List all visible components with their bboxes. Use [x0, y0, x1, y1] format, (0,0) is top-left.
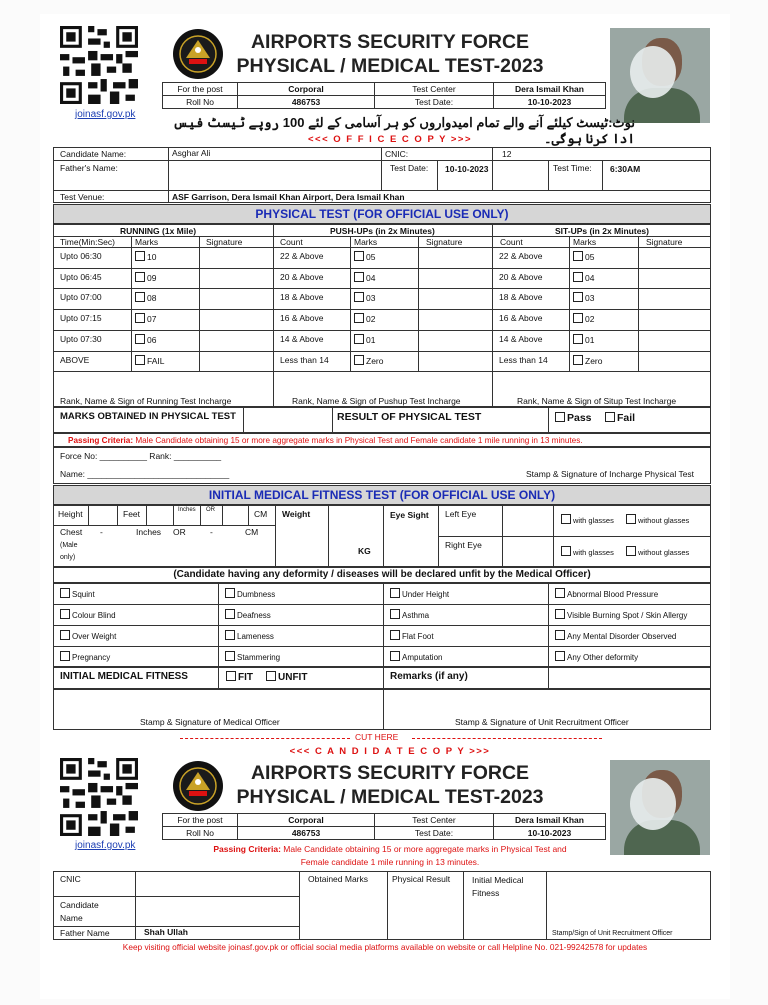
condition-checkbox[interactable] [60, 630, 116, 642]
result-label: RESULT OF PHYSICAL TEST [337, 411, 482, 423]
condition-checkbox[interactable] [60, 609, 116, 621]
candidate-criteria-line1: Male Candidate obtaining 15 or more aggregate marks in Physical Test and [283, 844, 567, 854]
running-mark-value: 06 [147, 335, 157, 345]
running-row-label: Upto 07:00 [60, 292, 102, 302]
situps-mark-value: Zero [585, 356, 603, 366]
condition-checkbox[interactable] [225, 630, 274, 642]
copy-obtained-marks: Obtained Marks [308, 874, 368, 884]
right-with-glasses-label: with glasses [573, 548, 614, 557]
situps-row-label: 18 & Above [499, 292, 543, 302]
pushups-mark-checkbox[interactable] [354, 272, 375, 284]
running-mark-checkbox[interactable] [135, 292, 156, 304]
condition-checkbox[interactable] [390, 609, 429, 621]
chest-dash-2: - [210, 527, 213, 537]
running-row-label: Upto 06:30 [60, 251, 102, 261]
urdu-fee-note: نوٹ:ٹیسٹ کیلئے آنے والے تمام امیدواروں کو ہر آسامی کے لئے 100 روپے ٹیسٹ فیس ادا کرنا ہوگی۔ [172, 115, 635, 146]
running-row-label: ABOVE [60, 355, 90, 365]
page-title-line2: PHYSICAL / MEDICAL TEST-2023 [236, 55, 544, 77]
situps-mark-value: 01 [585, 335, 595, 345]
situps-mark-value: 03 [585, 293, 595, 303]
condition-checkbox[interactable] [60, 651, 110, 663]
asf-logo-icon-2 [172, 760, 224, 812]
condition-label: Asthma [402, 611, 430, 620]
criteria-text: Male Candidate obtaining 15 or more aggregate marks in Physical Test and Female candidate 1 mile running in 13 minutes. [135, 436, 583, 445]
asf-logo-icon [172, 28, 224, 80]
situps-row-label: Less than 14 [499, 355, 548, 365]
condition-checkbox[interactable] [60, 588, 95, 600]
criteria-label: Passing Criteria: [68, 436, 134, 445]
center-label-2: Test Center [375, 814, 494, 827]
running-row-label: Upto 06:45 [60, 272, 102, 282]
right-without-glasses[interactable] [626, 546, 689, 558]
pushups-mark-checkbox[interactable] [354, 313, 375, 325]
website-link-2[interactable]: joinasf.gov.pk [75, 840, 136, 851]
stamp-physical: Stamp & Signature of Incharge Physical Test [526, 469, 695, 479]
col-marks-situps: Marks [573, 237, 597, 247]
col-signature-running: Signature [206, 237, 243, 247]
left-without-glasses-label: without glasses [638, 516, 690, 525]
condition-checkbox[interactable] [555, 630, 676, 642]
cm-label-chest: CM [245, 527, 259, 537]
pushups-mark-value: 04 [366, 273, 376, 283]
cnic-value: 12 [502, 149, 512, 159]
condition-label: Amputation [402, 653, 443, 662]
test-venue-label: Test Venue: [60, 192, 105, 202]
situps-mark-value: 05 [585, 252, 595, 262]
copy-initial-medical: Initial Medical Fitness [472, 875, 524, 898]
condition-label: Pregnancy [72, 653, 111, 662]
pushups-row-label: Less than 14 [280, 355, 329, 365]
test-date-value: 10-10-2023 [445, 164, 489, 174]
pushups-mark-value: 03 [366, 293, 376, 303]
situps-mark-checkbox[interactable] [573, 292, 594, 304]
post-info-table [162, 82, 606, 109]
condition-label: Colour Blind [72, 611, 116, 620]
situps-row-label: 14 & Above [499, 334, 543, 344]
pass-label: Pass [567, 412, 592, 424]
condition-label: Squint [72, 590, 95, 599]
pushups-row-label: 16 & Above [280, 313, 324, 323]
copy-father-name-label: Father Name [60, 928, 110, 938]
situps-mark-value: 02 [585, 314, 595, 324]
fail-label: Fail [617, 412, 636, 424]
post-info-table-2 [162, 813, 606, 840]
running-mark-checkbox[interactable] [135, 251, 156, 263]
cnic-label: CNIC: [385, 149, 409, 159]
col-signature-situps: Signature [646, 237, 683, 247]
right-eye-label: Right Eye [445, 540, 482, 550]
situps-row-label: 20 & Above [499, 272, 543, 282]
copy-stamp: Stamp/Sign of Unit Recruitment Officer [552, 930, 673, 937]
office-copy-label: <<< O F F I C E C O P Y >>> [307, 134, 473, 145]
post-value: Corporal [238, 83, 375, 96]
running-header: RUNNING (1x Mile) [120, 226, 197, 236]
copy-physical-result: Physical Result [392, 874, 451, 884]
qr-code-icon-2 [60, 758, 138, 836]
col-signature-pushups: Signature [426, 237, 463, 247]
copy-candidate-name-label: Candidate Name [60, 900, 99, 923]
medical-test-band: INITIAL MEDICAL FITNESS TEST (FOR OFFICIAL USE ONLY) [53, 485, 711, 505]
condition-label: Any Mental Disorder Observed [567, 632, 677, 641]
post-value-2: Corporal [238, 814, 375, 827]
eye-sight-label: Eye Sight [390, 510, 429, 520]
condition-checkbox[interactable] [555, 588, 658, 600]
remarks-label: Remarks (if any) [390, 671, 468, 682]
kg-label: KG [358, 546, 371, 556]
feet-label: Feet [123, 509, 141, 519]
condition-label: Abnormal Blood Pressure [567, 590, 659, 599]
col-marks-running: Marks [135, 237, 159, 247]
sign-pushup: Rank, Name & Sign of Pushup Test Incharge [292, 396, 461, 406]
sign-running: Rank, Name & Sign of Running Test Incharge [60, 396, 232, 406]
col-marks-pushups: Marks [354, 237, 378, 247]
condition-label: Under Height [402, 590, 450, 599]
page-title-line2-copy: PHYSICAL / MEDICAL TEST-2023 [236, 786, 544, 808]
col-count-situps: Count [500, 237, 523, 247]
form-sheet [40, 14, 730, 999]
deformity-note: (Candidate having any deformity / diseases will be declared unfit by the Medical Officer) [173, 569, 591, 580]
cm-label-height: CM [254, 509, 268, 519]
right-without-glasses-label: without glasses [638, 548, 690, 557]
candidate-photo-2 [610, 760, 710, 855]
condition-checkbox[interactable] [390, 651, 442, 663]
col-time: Time(Min:Sec) [60, 237, 115, 247]
condition-checkbox[interactable] [390, 588, 449, 600]
page-title-line1: AIRPORTS SECURITY FORCE [250, 31, 530, 53]
condition-label: Lameness [237, 632, 274, 641]
unfit-checkbox[interactable] [266, 671, 307, 683]
condition-checkbox[interactable] [225, 651, 280, 663]
sign-situp: Rank, Name & Sign of Situp Test Incharge [517, 396, 677, 406]
situps-mark-value: 04 [585, 273, 595, 283]
footer-note: Keep visiting official website joinasf.gov.pk or official social media platforms available on website or call Helpline No. 021-99242578 for updates [122, 942, 648, 952]
test-venue-value: ASF Garrison, Dera Ismail Khan Airport, Dera Ismail Khan [172, 192, 405, 202]
pushups-mark-checkbox[interactable] [354, 355, 383, 367]
pushups-row-label: 22 & Above [280, 251, 324, 261]
running-mark-checkbox[interactable] [135, 334, 156, 346]
situps-mark-checkbox[interactable] [573, 355, 602, 367]
center-value-2: Dera Ismail Khan [494, 814, 606, 827]
condition-checkbox[interactable] [555, 609, 687, 621]
fail-checkbox[interactable] [605, 412, 635, 424]
pushups-mark-checkbox[interactable] [354, 292, 375, 304]
left-eye-label: Left Eye [445, 509, 477, 519]
condition-label: Stammering [237, 653, 281, 662]
or-label-chest: OR [173, 527, 186, 537]
male-only-label: (Male only) [60, 542, 78, 561]
condition-label: Deafness [237, 611, 271, 620]
date-label-2: Test Date: [375, 827, 494, 840]
running-mark-value: 10 [147, 252, 157, 262]
pass-checkbox[interactable] [555, 412, 592, 424]
test-time-label: Test Time: [553, 163, 592, 173]
running-mark-value: 09 [147, 273, 157, 283]
condition-label: Flat Foot [402, 632, 434, 641]
post-label: For the post [163, 83, 238, 96]
situps-header: SIT-UPs (in 2x Minutes) [555, 226, 649, 236]
test-time-value: 6:30AM [610, 164, 641, 174]
running-row-label: Upto 07:15 [60, 313, 102, 323]
candidate-name-value: Asghar Ali [172, 148, 211, 158]
situps-row-label: 22 & Above [499, 251, 543, 261]
situps-mark-checkbox[interactable] [573, 313, 594, 325]
unfit-label: UNFIT [278, 672, 308, 683]
running-mark-checkbox[interactable] [135, 272, 156, 284]
name-line: Name: ______________________________ [60, 469, 230, 479]
passing-criteria [68, 435, 583, 446]
or-label-height: OR [206, 507, 215, 513]
date-label: Test Date: [375, 96, 494, 109]
center-value: Dera Ismail Khan [494, 83, 606, 96]
roll-label-2: Roll No [163, 827, 238, 840]
date-value-2: 10-10-2023 [494, 827, 606, 840]
condition-label: Over Weight [72, 632, 117, 641]
fit-label: FIT [238, 672, 253, 683]
post-label-2: For the post [163, 814, 238, 827]
cut-here-label: CUT HERE [355, 732, 399, 742]
running-mark-value: FAIL [147, 356, 165, 366]
left-with-glasses-label: with glasses [573, 516, 614, 525]
running-row-label: Upto 07:30 [60, 334, 102, 344]
pushups-row-label: 20 & Above [280, 272, 324, 282]
situps-mark-checkbox[interactable] [573, 272, 594, 284]
height-label: Height [58, 509, 83, 519]
pushups-mark-value: Zero [366, 356, 384, 366]
pushups-mark-value: 01 [366, 335, 376, 345]
page-title-line1-copy: AIRPORTS SECURITY FORCE [250, 762, 530, 784]
pushups-mark-value: 05 [366, 252, 376, 262]
stamp-recruit: Stamp & Signature of Unit Recruitment Officer [455, 717, 629, 727]
running-mark-value: 07 [147, 314, 157, 324]
situps-mark-checkbox[interactable] [573, 251, 594, 263]
pushups-mark-checkbox[interactable] [354, 251, 375, 263]
condition-checkbox[interactable] [555, 651, 638, 663]
roll-value-2: 486753 [238, 827, 375, 840]
col-count-pushups: Count [280, 237, 303, 247]
test-date-label: Test Date: [390, 163, 429, 173]
situps-mark-checkbox[interactable] [573, 334, 594, 346]
force-no-line: Force No: __________ Rank: __________ [60, 451, 222, 461]
center-label: Test Center [375, 83, 494, 96]
roll-value: 486753 [238, 96, 375, 109]
father-name-label: Father's Name: [60, 163, 118, 173]
candidate-criteria-line2: Female candidate 1 mile running in 13 minutes. [300, 857, 480, 867]
website-link[interactable]: joinasf.gov.pk [75, 109, 136, 120]
running-mark-value: 08 [147, 293, 157, 303]
stamp-medical: Stamp & Signature of Medical Officer [140, 717, 280, 727]
candidate-passing-criteria [170, 843, 610, 869]
condition-checkbox[interactable] [225, 588, 275, 600]
weight-label: Weight [282, 509, 311, 519]
situps-row-label: 16 & Above [499, 313, 543, 323]
marks-obtained-label: MARKS OBTAINED IN PHYSICAL TEST [60, 411, 236, 422]
running-mark-checkbox[interactable] [135, 355, 164, 367]
chest-label: Chest [60, 527, 83, 537]
candidate-criteria-label: Passing Criteria: [213, 844, 281, 854]
pushups-row-label: 18 & Above [280, 292, 324, 302]
copy-father-name-value: Shah Ullah [144, 927, 188, 937]
inches-label-chest: Inches [136, 527, 162, 537]
candidate-photo [610, 28, 710, 123]
qr-code-icon [60, 26, 138, 104]
roll-label: Roll No [163, 96, 238, 109]
condition-checkbox[interactable] [225, 609, 271, 621]
initial-fitness-label: INITIAL MEDICAL FITNESS [60, 671, 188, 682]
pushups-mark-value: 02 [366, 314, 376, 324]
left-with-glasses[interactable] [561, 514, 614, 526]
running-mark-checkbox[interactable] [135, 313, 156, 325]
physical-test-band: PHYSICAL TEST (FOR OFFICIAL USE ONLY) [53, 204, 711, 224]
condition-label: Visible Burning Spot / Skin Allergy [567, 611, 688, 620]
left-without-glasses[interactable] [626, 514, 689, 526]
candidate-name-label: Candidate Name: [60, 149, 127, 159]
date-value: 10-10-2023 [494, 96, 606, 109]
pushups-header: PUSH-UPs (in 2x Minutes) [330, 226, 435, 236]
pushups-mark-checkbox[interactable] [354, 334, 375, 346]
condition-label: Dumbness [237, 590, 276, 599]
condition-label: Any Other deformity [567, 653, 639, 662]
pushups-row-label: 14 & Above [280, 334, 324, 344]
condition-checkbox[interactable] [390, 630, 434, 642]
chest-dash-1: - [100, 527, 103, 537]
right-with-glasses[interactable] [561, 546, 614, 558]
candidate-copy-label: <<< C A N D I D A T E C O P Y >>> [289, 746, 491, 757]
inches-label-height: Inches [178, 507, 196, 513]
fit-checkbox[interactable] [226, 671, 253, 683]
copy-cnic-label: CNIC [60, 874, 81, 884]
